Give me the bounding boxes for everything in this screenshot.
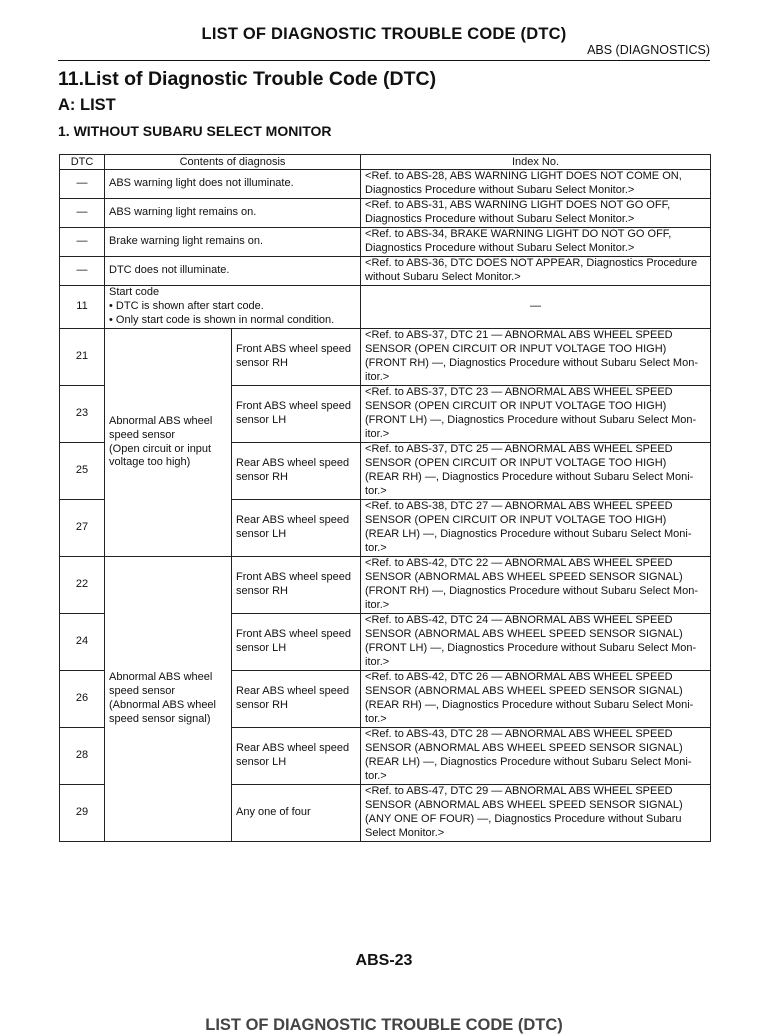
- index-cell: —: [361, 286, 711, 329]
- index-cell: <Ref. to ABS-42, DTC 24 — ABNORMAL ABS WHEEL SPEED SENSOR (ABNORMAL ABS WHEEL SPEED SENSOR SIGNAL) (FRONT LH) —, Diagnostics Procedure without Subaru Select Mon- itor.>: [361, 614, 711, 671]
- column-header-contents: Contents of diagnosis: [105, 155, 361, 170]
- subsection-heading: 1. WITHOUT SUBARU SELECT MONITOR: [58, 123, 332, 139]
- dtc-cell: —: [60, 257, 105, 286]
- table-row: [60, 557, 711, 614]
- dtc-cell: 21: [60, 329, 105, 386]
- index-cell: <Ref. to ABS-37, DTC 23 — ABNORMAL ABS WHEEL SPEED SENSOR (OPEN CIRCUIT OR INPUT VOLTAGE TOO HIGH) (FRONT LH) —, Diagnostics Procedure without Subaru Select Mon- itor.>: [361, 386, 711, 443]
- table-header-row: [60, 155, 711, 170]
- group-label-cell: Abnormal ABS wheel speed sensor (Abnormal ABS wheel speed sensor signal): [105, 557, 232, 842]
- index-cell: <Ref. to ABS-42, DTC 22 — ABNORMAL ABS WHEEL SPEED SENSOR (ABNORMAL ABS WHEEL SPEED SENSOR SIGNAL) (FRONT RH) —, Diagnostics Procedure without Subaru Select Mon- itor.>: [361, 557, 711, 614]
- index-cell: <Ref. to ABS-36, DTC DOES NOT APPEAR, Diagnostics Procedure without Subaru Select Monitor.>: [361, 257, 711, 286]
- contents-cell: DTC does not illuminate.: [105, 257, 361, 286]
- table-row: [60, 257, 711, 286]
- index-cell: <Ref. to ABS-47, DTC 29 — ABNORMAL ABS WHEEL SPEED SENSOR (ABNORMAL ABS WHEEL SPEED SENSOR SIGNAL) (ANY ONE OF FOUR) —, Diagnostics Procedure without Subaru Select Monitor.>: [361, 785, 711, 842]
- dtc-cell: 22: [60, 557, 105, 614]
- detail-cell: Rear ABS wheel speed sensor RH: [232, 443, 361, 500]
- group-label-cell: Abnormal ABS wheel speed sensor (Open circuit or input voltage too high): [105, 329, 232, 557]
- detail-cell: Front ABS wheel speed sensor RH: [232, 557, 361, 614]
- page-number: ABS-23: [355, 952, 413, 969]
- table-row: [60, 286, 711, 329]
- index-cell: <Ref. to ABS-31, ABS WARNING LIGHT DOES NOT GO OFF, Diagnostics Procedure without Subaru Select Monitor.>: [361, 199, 711, 228]
- dtc-cell: —: [60, 199, 105, 228]
- index-cell: <Ref. to ABS-38, DTC 27 — ABNORMAL ABS WHEEL SPEED SENSOR (OPEN CIRCUIT OR INPUT VOLTAGE TOO HIGH) (REAR LH) —, Diagnostics Procedure without Subaru Select Moni- tor.>: [361, 500, 711, 557]
- index-cell: <Ref. to ABS-28, ABS WARNING LIGHT DOES NOT COME ON, Diagnostics Procedure without Subaru Select Monitor.>: [361, 170, 711, 199]
- contents-cell: ABS warning light does not illuminate.: [105, 170, 361, 199]
- contents-cell: Start code • DTC is shown after start code. • Only start code is shown in normal condition.: [105, 286, 361, 329]
- index-cell: <Ref. to ABS-34, BRAKE WARNING LIGHT DO NOT GO OFF, Diagnostics Procedure without Subaru Select Monitor.>: [361, 228, 711, 257]
- detail-cell: Front ABS wheel speed sensor LH: [232, 386, 361, 443]
- dtc-cell: 25: [60, 443, 105, 500]
- column-header-index: Index No.: [361, 155, 711, 170]
- detail-cell: Rear ABS wheel speed sensor LH: [232, 728, 361, 785]
- detail-cell: Rear ABS wheel speed sensor LH: [232, 500, 361, 557]
- index-cell: <Ref. to ABS-37, DTC 21 — ABNORMAL ABS WHEEL SPEED SENSOR (OPEN CIRCUIT OR INPUT VOLTAGE TOO HIGH) (FRONT RH) —, Diagnostics Procedure without Subaru Select Mon- itor.>: [361, 329, 711, 386]
- dtc-cell: 26: [60, 671, 105, 728]
- section-heading: A: LIST: [58, 96, 116, 114]
- next-page-header-title: LIST OF DIAGNOSTIC TROUBLE CODE (DTC): [205, 1016, 563, 1034]
- index-cell: <Ref. to ABS-43, DTC 28 — ABNORMAL ABS WHEEL SPEED SENSOR (ABNORMAL ABS WHEEL SPEED SENSOR SIGNAL) (REAR LH) —, Diagnostics Procedure without Subaru Select Moni- tor.>: [361, 728, 711, 785]
- table-row: [60, 199, 711, 228]
- contents-cell: Brake warning light remains on.: [105, 228, 361, 257]
- dtc-cell: 23: [60, 386, 105, 443]
- column-header-dtc: DTC: [60, 155, 105, 170]
- dtc-cell: —: [60, 170, 105, 199]
- contents-cell: ABS warning light remains on.: [105, 199, 361, 228]
- page-header-title: LIST OF DIAGNOSTIC TROUBLE CODE (DTC): [201, 25, 567, 43]
- detail-cell: Any one of four: [232, 785, 361, 842]
- dtc-table: [59, 154, 711, 842]
- table-row: [60, 329, 711, 386]
- table-row: [60, 170, 711, 199]
- section-label: ABS (DIAGNOSTICS): [587, 43, 710, 57]
- dtc-cell: —: [60, 228, 105, 257]
- detail-cell: Front ABS wheel speed sensor LH: [232, 614, 361, 671]
- detail-cell: Rear ABS wheel speed sensor RH: [232, 671, 361, 728]
- table-row: [60, 228, 711, 257]
- detail-cell: Front ABS wheel speed sensor RH: [232, 329, 361, 386]
- dtc-cell: 27: [60, 500, 105, 557]
- dtc-cell: 29: [60, 785, 105, 842]
- header-divider: [58, 60, 710, 61]
- chapter-heading: 11.List of Diagnostic Trouble Code (DTC): [58, 68, 437, 90]
- dtc-cell: 24: [60, 614, 105, 671]
- dtc-cell: 11: [60, 286, 105, 329]
- dtc-cell: 28: [60, 728, 105, 785]
- index-cell: <Ref. to ABS-42, DTC 26 — ABNORMAL ABS WHEEL SPEED SENSOR (ABNORMAL ABS WHEEL SPEED SENSOR SIGNAL) (REAR RH) —, Diagnostics Procedure without Subaru Select Moni- tor.>: [361, 671, 711, 728]
- index-cell: <Ref. to ABS-37, DTC 25 — ABNORMAL ABS WHEEL SPEED SENSOR (OPEN CIRCUIT OR INPUT VOLTAGE TOO HIGH) (REAR RH) —, Diagnostics Procedure without Subaru Select Moni- tor.>: [361, 443, 711, 500]
